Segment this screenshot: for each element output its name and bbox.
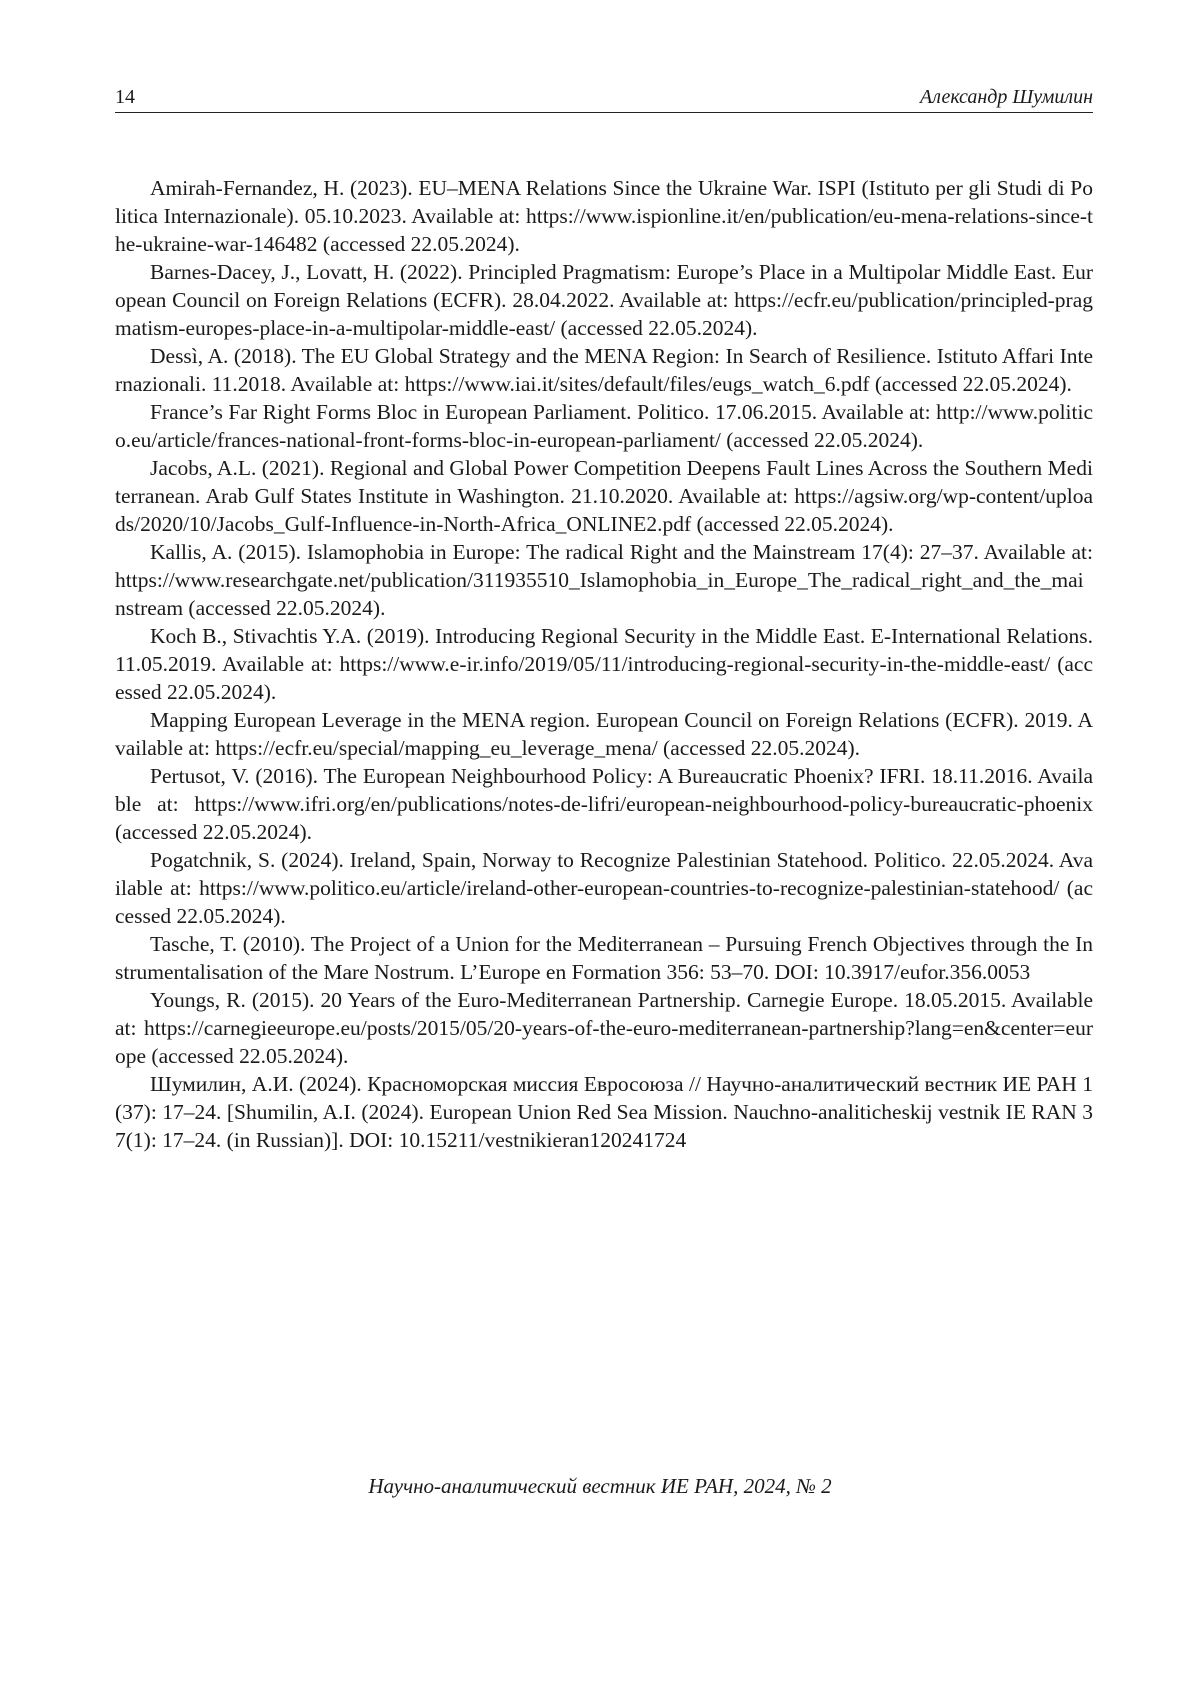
reference-item: Jacobs, A.L. (2021). Regional and Global Power Competition Deepens Fault Lines Across the Southern Mediterranean. Arab Gulf States Institute in Washington. 21.10.2020. Available at: https://agsiw.org/wp-content/uploads/2020/10/Jacobs_Gulf-Influence-in-North-Africa_ONLINE2.pdf (accessed 22.05.2024). [115, 456, 1093, 536]
reference-item: Шумилин, А.И. (2024). Красноморская миссия Евросоюза // Научно-аналитический вестник ИЕ РАН 1(37): 17–24. [Shumilin, A.I. (2024). European Union Red Sea Mission. Nauchno-analiticheskij vestnik IE RAN 37(1): 17–24. (in Russian)]. DOI: 10.15211/vestnikieran120241724 [115, 1072, 1093, 1152]
reference-item: Koch B., Stivachtis Y.A. (2019). Introducing Regional Security in the Middle East. E-International Relations. 11.05.2019. Available at: https://www.e-ir.info/2019/05/11/introducing-regional-security-in-the-middle-east/ (accessed 22.05.2024). [115, 624, 1093, 704]
reference-item: Tasche, T. (2010). The Project of a Union for the Mediterranean – Pursuing French Objectives through the Instrumentalisation of the Mare Nostrum. L’Europe en Formation 356: 53–70. DOI: 10.3917/eufor.356.0053 [115, 932, 1093, 984]
page-number: 14 [115, 86, 135, 108]
reference-item: Pertusot, V. (2016). The European Neighbourhood Policy: A Bureaucratic Phoenix? IFRI. 18.11.2016. Available at: https://www.ifri.org/en/publications/notes-de-lifri/european-neighbourhood-policy-bureaucratic-phoenix (accessed 22.05.2024). [115, 764, 1093, 844]
reference-item: Barnes-Dacey, J., Lovatt, H. (2022). Principled Pragmatism: Europe’s Place in a Multipolar Middle East. European Council on Foreign Relations (ECFR). 28.04.2022. Available at: https://ecfr.eu/publication/principled-pragmatism-europes-place-in-a-multipolar-middle-east/ (accessed 22.05.2024). [115, 260, 1093, 340]
reference-item: Youngs, R. (2015). 20 Years of the Euro-Mediterranean Partnership. Carnegie Europe. 18.05.2015. Available at: https://carnegieeurope.eu/posts/2015/05/20-years-of-the-euro-mediterranean-partnership?lang=en&center=europe (accessed 22.05.2024). [115, 988, 1093, 1068]
running-header [115, 82, 1093, 113]
running-head-author: Александр Шумилин [920, 86, 1093, 108]
reference-item: France’s Far Right Forms Bloc in European Parliament. Politico. 17.06.2015. Available at: http://www.politico.eu/article/frances-national-front-forms-bloc-in-european-parliament/ (accessed 22.05.2024). [115, 400, 1093, 452]
reference-list [115, 174, 1093, 1154]
reference-item: Amirah-Fernandez, H. (2023). EU–MENA Relations Since the Ukraine War. ISPI (Istituto per gli Studi di Politica Internazionale). 05.10.2023. Available at: https://www.ispionline.it/en/publication/eu-mena-relations-since-the-ukraine-war-146482 (accessed 22.05.2024). [115, 176, 1093, 256]
reference-item: Dessì, A. (2018). The EU Global Strategy and the MENA Region: In Search of Resilience. Istituto Affari Internazionali. 11.2018. Available at: https://www.iai.it/sites/default/files/eugs_watch_6.pdf (accessed 22.05.2024). [115, 344, 1093, 396]
reference-item: Kallis, A. (2015). Islamophobia in Europe: The radical Right and the Mainstream 17(4): 27–37. Available at: https://www.researchgate.net/publication/311935510_Islamophobia_in_Europe_The_radical_right_and_the_mainstream (accessed 22.05.2024). [115, 540, 1093, 620]
reference-item: Pogatchnik, S. (2024). Ireland, Spain, Norway to Recognize Palestinian Statehood. Politico. 22.05.2024. Available at: https://www.politico.eu/article/ireland-other-european-countries-to-recognize-palestinian-statehood/ (accessed 22.05.2024). [115, 848, 1093, 928]
reference-item: Mapping European Leverage in the MENA region. European Council on Foreign Relations (ECFR). 2019. Available at: https://ecfr.eu/special/mapping_eu_leverage_mena/ (accessed 22.05.2024). [115, 708, 1093, 760]
journal-footer: Научно-аналитический вестник ИЕ РАН, 2024, № 2 [368, 1474, 832, 1498]
